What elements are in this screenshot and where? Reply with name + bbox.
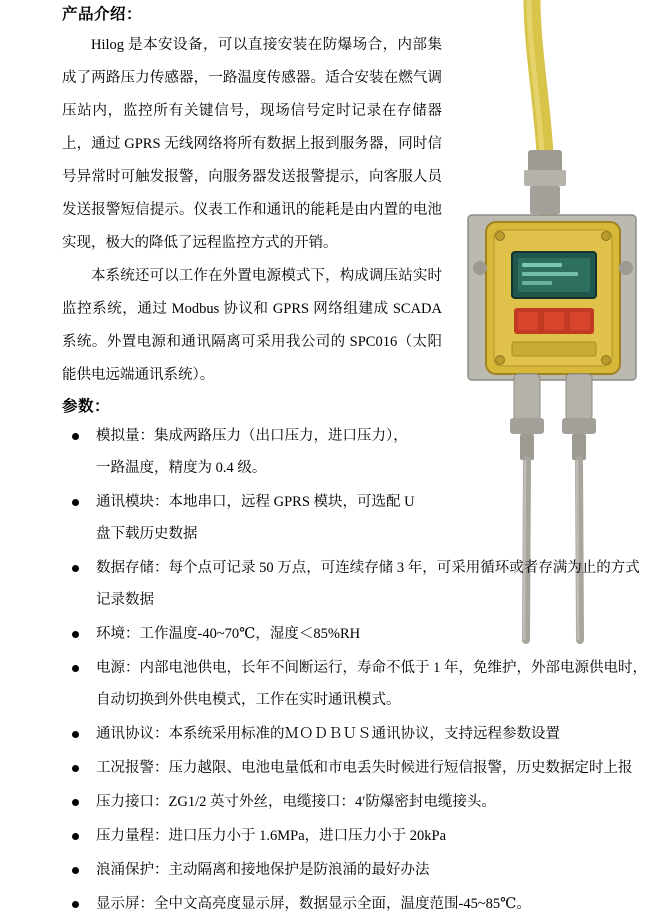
list-item [62,752,652,784]
intro-paragraph-block [62,29,442,392]
list-item [62,618,652,650]
list-item-line1: 压力接口：ZG1/2 英寸外丝，电缆接口：4′防爆密封电缆接头。 [96,794,496,811]
list-item-line1: 工况报警：压力越限、电池电量低和市电丢失时候进行短信报警，历史数据定时上报 [96,760,633,777]
document-body [62,0,652,922]
list-item [62,820,652,852]
list-item [62,486,476,550]
bullet-icon [72,565,79,572]
list-item [62,652,652,716]
bullet-icon [72,833,79,840]
list-item [62,718,652,750]
bullet-icon [72,765,79,772]
bullet-icon [72,799,79,806]
list-item-line1: 浪涌保护：主动隔离和接地保护是防浪涌的最好办法 [96,862,430,879]
bullet-icon [72,433,79,440]
paragraph-intro-2: 本系统还可以工作在外置电源模式下，构成调压站实时监控系统，通过 Modbus 协议和 GPRS 网络组建成 SCADA 系统。外置电源和通讯隔离可采用我公司的 SPC016（太阳能供电远端通讯系统）。 [62,267,442,383]
parameter-list [62,420,652,920]
list-item-line2: 记录数据 [96,592,154,609]
list-item [62,552,652,616]
section-heading-intro: 产品介绍： [62,6,143,23]
bullet-icon [72,665,79,672]
list-item-line1: 环境：工作温度-40~70℃，湿度＜85%RH [96,626,361,643]
list-item-line1: 电源：内部电池供电，长年不间断运行，寿命不低于 1 年，免维护，外部电源供电时， [96,660,647,677]
list-item [62,786,652,818]
bullet-icon [72,867,79,874]
list-item [62,888,652,920]
list-item-line2: 一路温度，精度为 0.4 级。 [96,460,267,477]
bullet-icon [72,631,79,638]
list-item-line2: 盘下载历史数据 [96,526,198,543]
list-item-line2: 自动切换到外供电模式，工作在实时通讯模式。 [96,692,401,709]
list-item-line1: 压力量程：进口压力小于 1.6MPa，进口压力小于 20kPa [96,828,447,845]
section-heading-params: 参数： [62,397,111,415]
list-item-line1: 数据存储：每个点可记录 50 万点，可连续存储 3 年，可采用循环或者存满为止的方式 [96,560,640,577]
list-item-line1: 通讯协议：本系统采用标准的ＭＯＤＢＵＳ通讯协议，支持远程参数设置 [96,726,560,743]
list-item-line1: 模拟量：集成两路压力（出口压力，进口压力）， [96,428,408,445]
list-item [62,854,652,886]
bullet-icon [72,731,79,738]
paragraph-intro-1: Hilog 是本安设备，可以直接安装在防爆场合，内部集成了两路压力传感器，一路温度传感器。适合安装在燃气调压站内，监控所有关键信号，现场信号定时记录在存储器上，通过 GPRS 无线网络将所有数据上报到服务器，同时信号异常时可触发报警，向服务器发送报警提示，向客服人员发送报警短信提示。仪表工作和通讯的能耗是由内置的电池实现，极大的降低了远程监控方式的开销。 [62,36,442,251]
bullet-icon [72,499,79,506]
list-item [62,420,476,484]
list-item-line1: 通讯模块：本地串口，远程 GPRS 模块，可选配 U [96,494,415,511]
list-item-line1: 显示屏：全中文高亮度显示屏，数据显示全面，温度范围-45~85℃。 [96,896,531,913]
bullet-icon [72,901,79,908]
